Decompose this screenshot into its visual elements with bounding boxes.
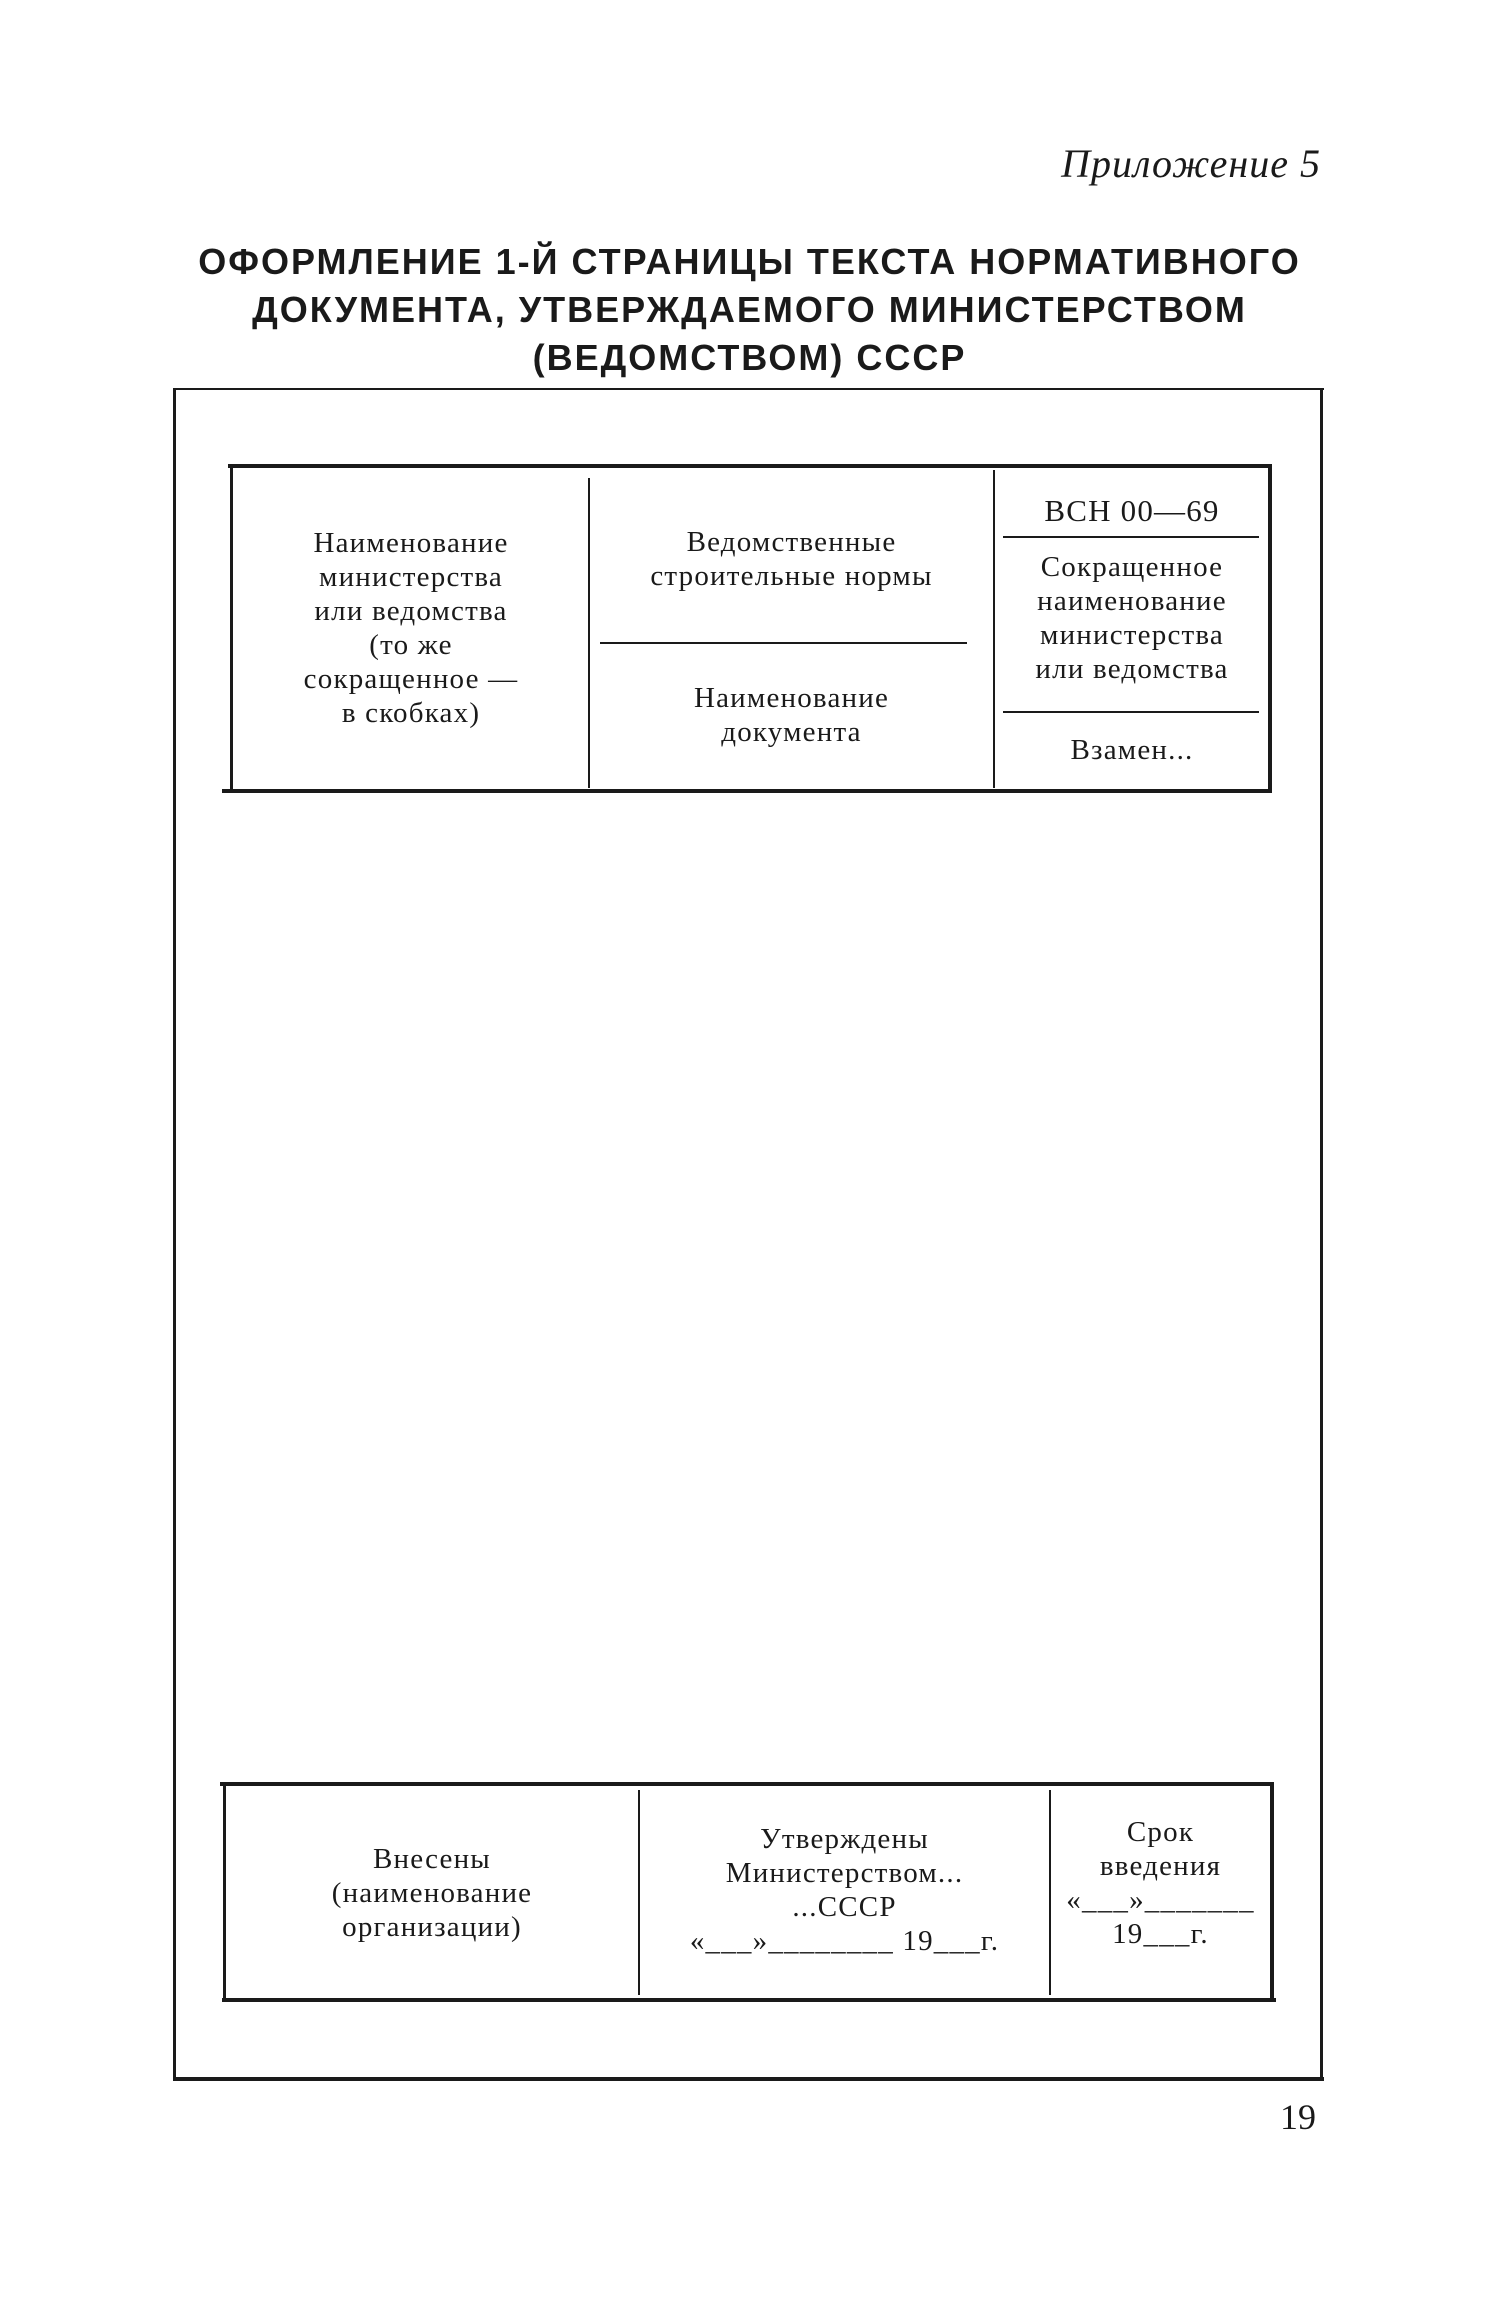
header-table-right	[1268, 466, 1272, 791]
header-table-left	[230, 466, 233, 791]
replaces-cell: Взамен...	[1070, 734, 1194, 766]
outer-frame-right	[1320, 390, 1323, 2080]
header-table-bottom	[222, 789, 1272, 793]
ministry-name-cell: Наименование министерства или ведомства (то же сокращенное — в скобках)	[303, 527, 519, 729]
footer-divider-2	[1049, 1790, 1051, 1995]
header-middle-separator	[600, 642, 967, 644]
document-name-cell: Наименование документа	[693, 682, 890, 748]
outer-frame-left	[173, 390, 176, 2080]
footer-table-right	[1270, 1784, 1274, 2000]
page-number: 19	[1280, 2097, 1316, 2137]
footer-divider-1	[638, 1790, 640, 1995]
outer-frame-bottom	[173, 2077, 1324, 2081]
title-line-1: ОФОРМЛЕНИЕ 1-Й СТРАНИЦЫ ТЕКСТА НОРМАТИВНОГО	[198, 241, 1301, 282]
approved-by-cell: Утверждены Министерством... ...СССР «___»________ 19___г.	[689, 1823, 1000, 1957]
header-right-separator-1	[1003, 536, 1259, 538]
footer-table-top	[220, 1782, 1274, 1786]
effective-date-cell: Срок введения «___»_______ 19___г.	[1066, 1816, 1255, 1950]
outer-frame-top	[173, 388, 1324, 390]
header-table-top	[228, 464, 1272, 468]
footer-table-bottom	[222, 1998, 1276, 2002]
title-line-3: (ВЕДОМСТВОМ) СССР	[532, 337, 967, 378]
header-divider-1	[588, 478, 590, 788]
title-line-2: ДОКУМЕНТА, УТВЕРЖДАЕМОГО МИНИСТЕРСТВОМ	[252, 289, 1247, 330]
header-divider-2	[993, 470, 995, 788]
submitted-by-cell: Внесены (наименование организации)	[331, 1843, 533, 1943]
ministry-short-name-cell: Сокращенное наименование министерства или ведомства	[1035, 551, 1229, 685]
footer-table-left	[223, 1784, 226, 2000]
norms-type-cell: Ведомственные строительные нормы	[650, 526, 933, 592]
appendix-label: Приложение 5	[1061, 141, 1321, 186]
code-cell: ВСН 00—69	[1044, 493, 1220, 528]
page-title	[0, 238, 1499, 382]
header-right-separator-2	[1003, 711, 1259, 713]
